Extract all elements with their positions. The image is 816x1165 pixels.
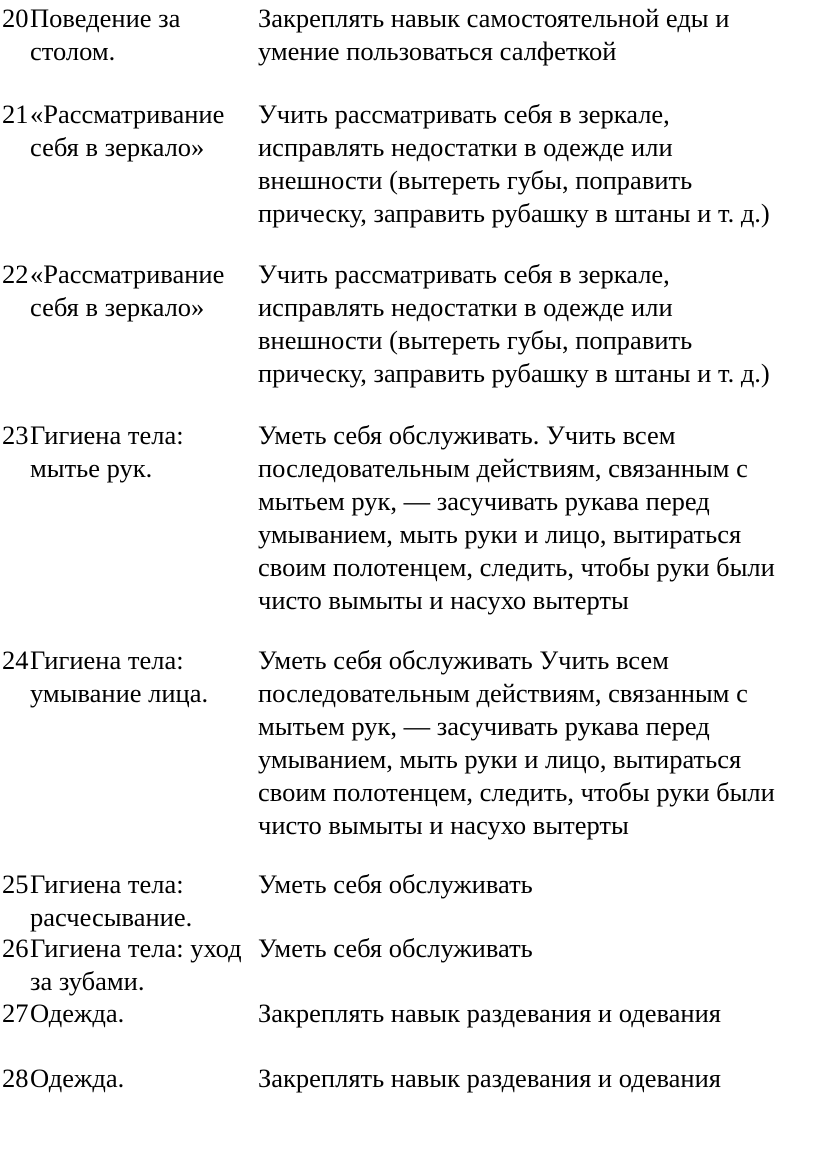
- row-number: 25: [2, 869, 29, 899]
- row-number: 26: [2, 933, 29, 963]
- row-number: 24: [2, 645, 29, 675]
- row-topic: «Рассматривание себя в зеркало»: [30, 259, 225, 322]
- row-goal: Закреплять навык раздевания и одевания: [258, 998, 721, 1028]
- row-goal: Учить рассматривать себя в зеркале, исправлять недостатки в одежде или внешности (вытереть губы, поправить прическу, заправить рубашку в штаны и т. д.): [258, 99, 770, 228]
- row-number: 20: [2, 3, 29, 33]
- row-number: 28: [2, 1063, 29, 1093]
- row-number: 23: [2, 420, 29, 450]
- row-topic: Гигиена тела: мытье рук.: [30, 420, 184, 483]
- row-topic: «Рассматривание себя в зеркало»: [30, 99, 225, 162]
- row-goal: Учить рассматривать себя в зеркале, исправлять недостатки в одежде или внешности (вытереть губы, поправить прическу, заправить рубашку в штаны и т. д.): [258, 259, 770, 388]
- row-goal: Уметь себя обслуживать. Учить всем последовательным действиям, связанным с мытьем рук, — засучивать рукава перед умыванием, мыть руки и лицо, вытираться своим полотенцем, следить, чтобы руки были чисто вымыты и насухо вытерты: [258, 420, 775, 615]
- row-goal: Закреплять навык раздевания и одевания: [258, 1063, 721, 1093]
- row-goal: Уметь себя обслуживать: [258, 933, 533, 963]
- row-topic: Гигиена тела: умывание лица.: [30, 645, 209, 708]
- row-goal: Уметь себя обслуживать Учить всем последовательным действиям, связанным с мытьем рук, — засучивать рукава перед умыванием, мыть руки и лицо, вытираться своим полотенцем, следить, чтобы руки были чисто вымыты и насухо вытерты: [258, 645, 775, 840]
- row-number: 22: [2, 259, 29, 289]
- row-topic: Одежда.: [30, 998, 125, 1028]
- row-topic: Поведение за столом.: [30, 3, 181, 66]
- row-goal: Уметь себя обслуживать: [258, 869, 533, 899]
- row-number: 27: [2, 998, 29, 1028]
- row-topic: Гигиена тела: уход за зубами.: [30, 933, 242, 996]
- row-number: 21: [2, 99, 29, 129]
- row-goal: Закреплять навык самостоятельной еды и умение пользоваться салфеткой: [258, 3, 730, 66]
- row-topic: Одежда.: [30, 1063, 125, 1093]
- row-topic: Гигиена тела: расчесывание.: [30, 869, 193, 932]
